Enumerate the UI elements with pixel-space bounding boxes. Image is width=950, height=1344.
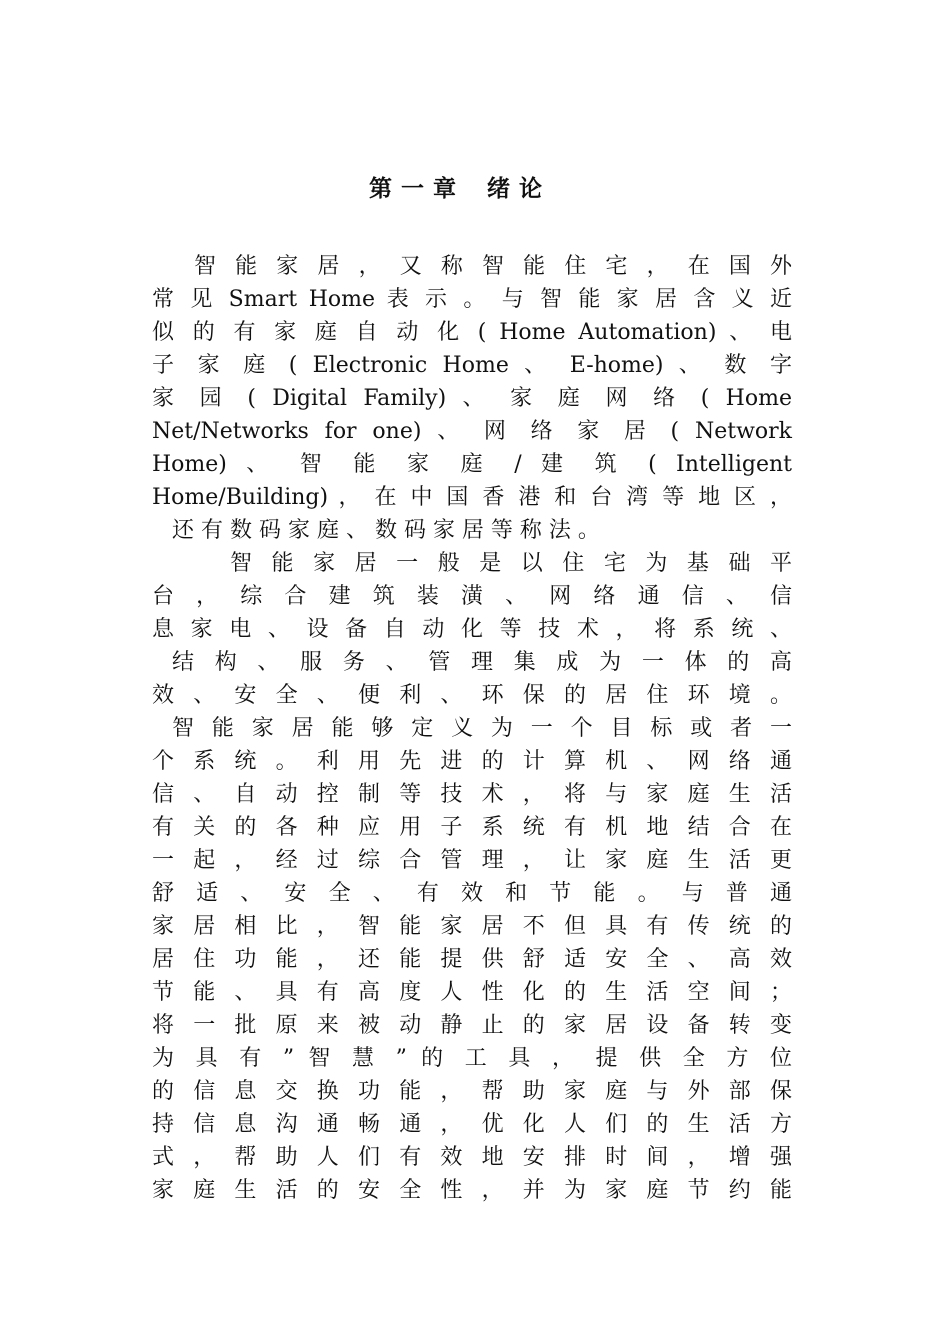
text-line: Home/Building) ， 在 中 国 香 港 和 台 湾 等 地 区 ，: [152, 485, 792, 510]
text-line: 智 能 家 居 一 般 是 以 住 宅 为 基 础 平: [230, 551, 792, 576]
text-line: 节 能 、 具 有 高 度 人 性 化 的 生 活 空 间 ；: [152, 980, 792, 1005]
text-line: Net/Networks for one) 、 网 络 家 居 ( Network: [152, 419, 792, 444]
text-line: 将 一 批 原 来 被 动 静 止 的 家 居 设 备 转 变: [152, 1013, 792, 1038]
text-line: 似 的 有 家 庭 自 动 化 ( Home Automation) 、 电: [152, 320, 792, 345]
text-line: 一 起 ， 经 过 综 合 管 理 ， 让 家 庭 生 活 更: [152, 848, 792, 873]
text-line: 台 ， 综 合 建 筑 装 潢 、 网 络 通 信 、 信: [152, 584, 792, 609]
text-line: 个 系 统 。 利 用 先 进 的 计 算 机 、 网 络 通: [152, 749, 792, 774]
text-line: 息 家 电 、 设 备 自 动 化 等 技 术 ， 将 系 统 、: [152, 617, 792, 642]
text-line: 舒 适 、 安 全 、 有 效 和 节 能 。 与 普 通: [152, 881, 792, 906]
text-line: 家 庭 生 活 的 安 全 性 ， 并 为 家 庭 节 约 能: [152, 1178, 792, 1203]
text-line: 智 能 家 居 能 够 定 义 为 一 个 目 标 或 者 一: [172, 716, 792, 741]
text-line: 智 能 家 居 ， 又 称 智 能 住 宅 ， 在 国 外: [194, 254, 792, 279]
text-line: 居 住 功 能 ， 还 能 提 供 舒 适 安 全 、 高 效: [152, 947, 792, 972]
text-line: 家 居 相 比 ， 智 能 家 居 不 但 具 有 传 统 的: [152, 914, 792, 939]
text-line: 持 信 息 沟 通 畅 通 ， 优 化 人 们 的 生 活 方: [152, 1112, 792, 1137]
chapter-number: 第一章: [369, 176, 465, 202]
text-line: 为 具 有 ” 智 慧 ” 的 工 具 ， 提 供 全 方 位: [152, 1046, 792, 1071]
text-line: 结 构 、 服 务 、 管 理 集 成 为 一 体 的 高: [172, 650, 792, 675]
text-line: 家 园 ( Digital Family) 、 家 庭 网 络 ( Home: [152, 386, 792, 411]
text-line: 子 家 庭 ( Electronic Home 、 E-home) 、 数 字: [152, 353, 792, 378]
text-line: 常 见 Smart Home 表 示 。 与 智 能 家 居 含 义 近: [152, 287, 792, 312]
text-line: 信 、 自 动 控 制 等 技 术 ， 将 与 家 庭 生 活: [152, 782, 792, 807]
text-line: 有 关 的 各 种 应 用 子 系 统 有 机 地 结 合 在: [152, 815, 792, 840]
text-line: 效 、 安 全 、 便 利 、 环 保 的 居 住 环 境 。: [152, 683, 792, 708]
text-line: 还 有 数 码 家 庭 、 数 码 家 居 等 称 法 。: [172, 518, 600, 543]
body-text: [152, 250, 792, 1207]
text-line: 式 ， 帮 助 人 们 有 效 地 安 排 时 间 ， 增 强: [152, 1145, 792, 1170]
text-line: 的 信 息 交 换 功 能 ， 帮 助 家 庭 与 外 部 保: [152, 1079, 792, 1104]
text-line: Home) 、 智 能 家 庭 / 建 筑 ( Intelligent: [152, 452, 792, 477]
chapter-name: 绪论: [487, 176, 551, 202]
chapter-title: [0, 170, 920, 203]
